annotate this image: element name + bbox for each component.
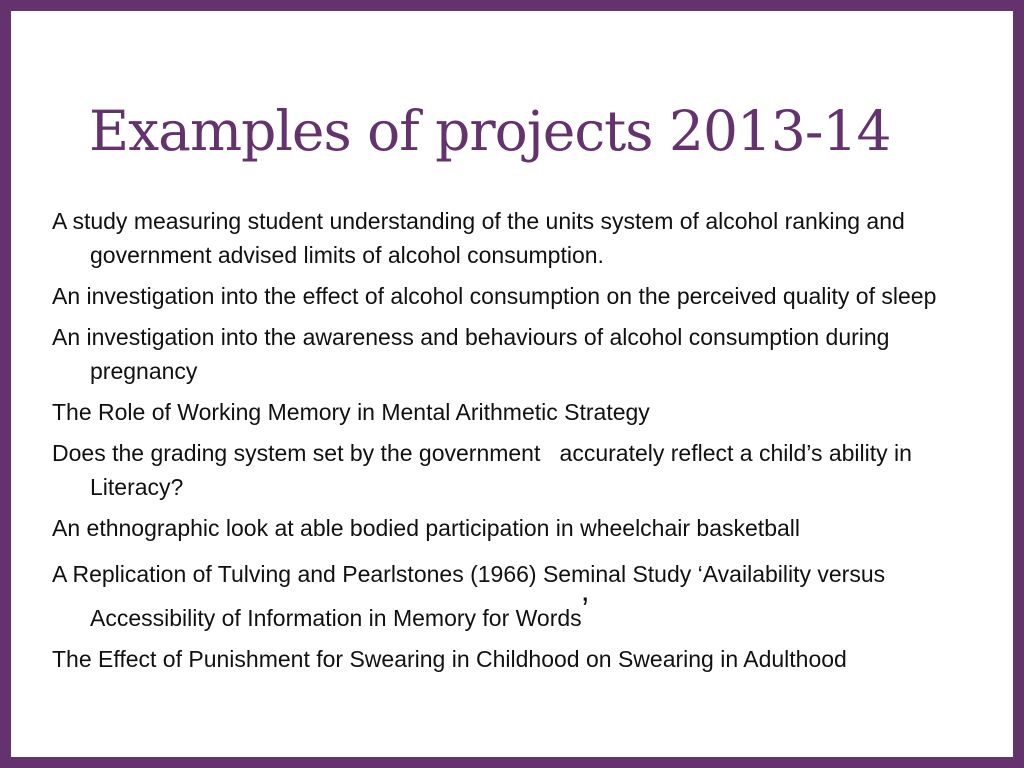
project-item — [52, 279, 1002, 313]
project-item — [52, 395, 1002, 429]
project-item-text: Does the grading system set by the government accurately reflect a child’s ability in Literacy? — [52, 440, 919, 500]
project-item-text: The Role of Working Memory in Mental Arithmetic Strategy — [52, 399, 650, 425]
project-item-text: An ethnographic look at able bodied participation in wheelchair basketball — [52, 515, 800, 541]
project-item-text: The Effect of Punishment for Swearing in Childhood on Swearing in Adulthood — [52, 646, 847, 672]
project-item — [52, 642, 1002, 676]
project-item-text: A study measuring student understanding of the units system of alcohol ranking and government advised limits of alcohol consumption. — [52, 208, 905, 268]
project-item — [52, 320, 1002, 388]
slide-title: Examples of projects 2013-14 — [89, 99, 891, 163]
project-item-text: An investigation into the effect of alcohol consumption on the perceived quality of sleep — [52, 283, 937, 309]
project-item-text: An investigation into the awareness and behaviours of alcohol consumption during pregnancy — [52, 324, 890, 384]
project-list — [52, 204, 1002, 683]
closing-quote: ’ — [581, 591, 589, 627]
project-item — [52, 436, 1002, 504]
project-item — [52, 552, 1002, 640]
project-item — [52, 511, 1002, 545]
project-item — [52, 204, 1002, 272]
project-item-text: A Replication of Tulving and Pearlstones (1966) Seminal Study ‘Availability versus Accessibility of Information in Memory for Words — [52, 561, 886, 631]
